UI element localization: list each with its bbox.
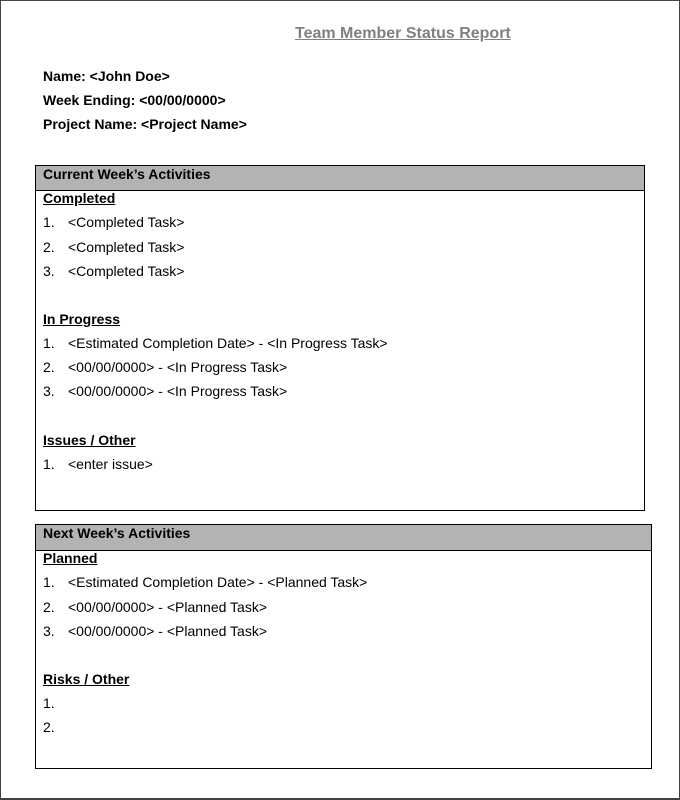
- list-item: [43, 456, 153, 472]
- item-number: 1.: [43, 456, 55, 472]
- risks-heading: Risks / Other: [43, 671, 130, 687]
- next-week-header: Next Week’s Activities: [36, 525, 651, 551]
- list-item: [43, 263, 184, 279]
- list-item: [43, 695, 68, 711]
- item-number: 3.: [43, 263, 55, 279]
- item-text: <Completed Task>: [68, 214, 185, 230]
- list-item: [43, 574, 367, 590]
- list-item: [43, 359, 287, 375]
- item-text: <00/00/0000> - <Planned Task>: [68, 623, 268, 639]
- project-name-field: Project Name: <Project Name>: [43, 116, 247, 132]
- current-week-header: Current Week’s Activities: [36, 166, 644, 191]
- item-text: <00/00/0000> - <In Progress Task>: [68, 359, 288, 375]
- next-week-section: [35, 524, 652, 769]
- item-text: <Completed Task>: [68, 263, 185, 279]
- list-item: [43, 623, 267, 639]
- report-title: Team Member Status Report: [295, 25, 511, 42]
- list-item: [43, 383, 287, 399]
- item-text: <enter issue>: [68, 456, 153, 472]
- planned-heading: Planned: [43, 550, 98, 566]
- item-number: 2.: [43, 599, 55, 615]
- in-progress-heading: In Progress: [43, 311, 121, 327]
- item-number: 3.: [43, 623, 55, 639]
- item-number: 1.: [43, 695, 55, 711]
- issues-heading: Issues / Other: [43, 432, 136, 448]
- item-number: 3.: [43, 383, 55, 399]
- current-week-section: [35, 165, 645, 511]
- item-number: 2.: [43, 359, 55, 375]
- name-field: Name: <John Doe>: [43, 68, 170, 84]
- item-text: <00/00/0000> - <In Progress Task>: [68, 383, 288, 399]
- item-number: 2.: [43, 719, 55, 735]
- item-number: 2.: [43, 239, 55, 255]
- list-item: [43, 239, 184, 255]
- item-text: <00/00/0000> - <Planned Task>: [68, 599, 268, 615]
- list-item: [43, 335, 388, 351]
- list-item: [43, 214, 184, 230]
- list-item: [43, 719, 68, 735]
- item-number: 1.: [43, 335, 55, 351]
- list-item: [43, 599, 267, 615]
- item-text: <Estimated Completion Date> - <Planned Task>: [68, 574, 368, 590]
- completed-heading: Completed: [43, 190, 116, 206]
- item-text: <Completed Task>: [68, 239, 185, 255]
- week-ending-field: Week Ending: <00/00/0000>: [43, 92, 226, 108]
- item-number: 1.: [43, 574, 55, 590]
- item-number: 1.: [43, 214, 55, 230]
- item-text: <Estimated Completion Date> - <In Progress Task>: [68, 335, 388, 351]
